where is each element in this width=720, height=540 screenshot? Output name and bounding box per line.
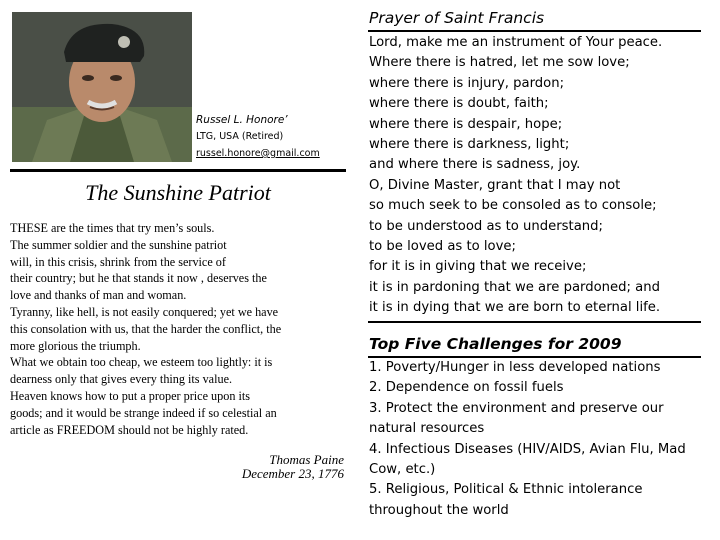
quote-line: goods; and it would be strange indeed if so celestial an	[10, 405, 277, 420]
prayer-line: so much seek to be consoled as to console;	[369, 198, 657, 214]
prayer-bottom-rule	[368, 321, 701, 323]
prayer-title: Prayer of Saint Francis	[369, 9, 545, 27]
challenges-list	[369, 358, 709, 521]
prayer-line: Where there is hatred, let me sow love;	[369, 55, 630, 71]
quote-line: more glorious the triumph.	[10, 338, 141, 353]
prayer-line: where there is darkness, light;	[369, 137, 570, 153]
prayer-line: it is in dying that we are born to eternal life.	[369, 300, 661, 316]
author-name: Russel L. Honore’	[196, 114, 288, 126]
prayer-line: where there is doubt, faith;	[369, 96, 549, 112]
prayer-line: to be loved as to love;	[369, 239, 516, 255]
prayer-line: and where there is sadness, joy.	[369, 157, 581, 173]
quote-line: Heaven knows how to put a proper price upon its	[10, 388, 250, 403]
quote-line: THESE are the times that try men’s souls.	[10, 221, 215, 235]
prayer-line: to be understood as to understand;	[369, 218, 603, 234]
challenge-item: 3. Protect the environment and preserve our natural resources	[369, 400, 664, 437]
challenge-item: 5. Religious, Political & Ethnic intolerance throughout the world	[369, 482, 643, 518]
quote-line: dearness only that gives every thing its value.	[10, 372, 233, 387]
section-divider	[10, 169, 346, 172]
quote-line: The summer soldier and the sunshine patriot	[10, 237, 227, 252]
quote-line: article as FREEDOM should not be highly rated.	[10, 422, 249, 437]
quote-line: their country; but he that stands it now , deserves the	[10, 271, 267, 286]
prayer-line: it is in pardoning that we are pardoned; and	[369, 279, 660, 295]
patriot-title: The Sunshine Patriot	[85, 180, 271, 205]
author-photo	[12, 12, 192, 162]
author-rank: LTG, USA (Retired)	[196, 131, 284, 142]
author-email-link[interactable]: russel.honore@gmail.com	[196, 148, 320, 159]
challenge-item: 4. Infectious Diseases (HIV/AIDS, Avian Flu, Mad Cow, etc.)	[369, 441, 686, 478]
quote-line: Tyranny, like hell, is not easily conquered; yet we have	[10, 304, 279, 319]
prayer-line: where there is despair, hope;	[369, 116, 563, 132]
prayer-title-underline	[368, 30, 701, 32]
prayer-line: where there is injury, pardon;	[369, 75, 565, 91]
portrait-illustration	[12, 12, 192, 162]
quote-line: will, in this crisis, shrink from the service of	[10, 254, 226, 269]
prayer-line: for it is in giving that we receive;	[369, 259, 587, 275]
challenges-title: Top Five Challenges for 2009	[369, 335, 622, 353]
quote-line: What we obtain too cheap, we esteem too lightly: it is	[10, 355, 273, 370]
prayer-line: Lord, make me an instrument of Your peace.	[369, 35, 663, 50]
quote-line: this consolation with us, that the harder the conflict, the	[10, 321, 282, 336]
quote-line: love and thanks of man and woman.	[10, 288, 187, 303]
quote-date: December 23, 1776	[241, 466, 344, 481]
patriot-quote	[10, 220, 350, 438]
prayer-text	[369, 33, 709, 319]
quote-author: Thomas Paine	[269, 452, 344, 467]
prayer-line: O, Divine Master, grant that I may not	[369, 177, 621, 193]
challenge-item: 1. Poverty/Hunger in less developed nations	[369, 360, 661, 375]
challenge-item: 2. Dependence on fossil fuels	[369, 380, 564, 396]
